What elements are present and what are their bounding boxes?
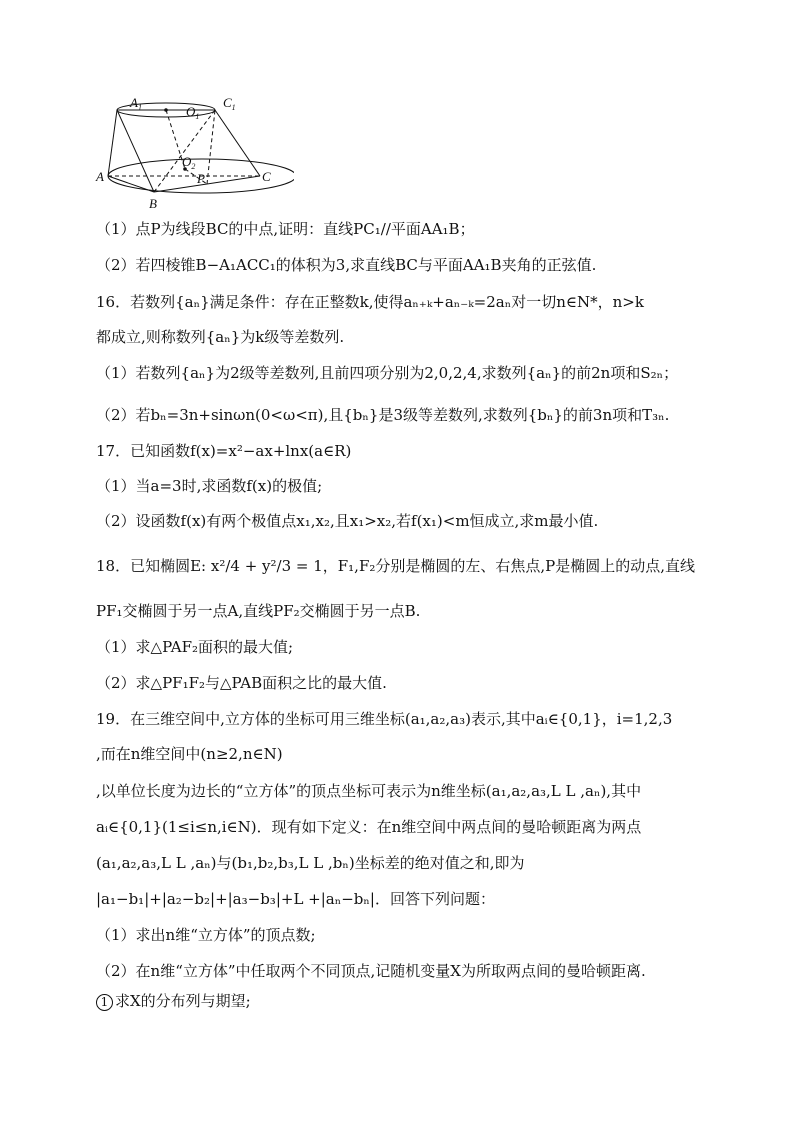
label-B: B xyxy=(149,196,157,211)
q16-stem-line2: 都成立,则称数列{aₙ}为k级等差数列. xyxy=(96,328,345,346)
q15-part1 xyxy=(96,218,475,240)
q19-line1: 19．在三维空间中,立方体的坐标可用三维坐标(a₁,a₂,a₃)表示,其中aᵢ∈{0,1}，i=1,2,3 xyxy=(96,710,673,728)
label-O1: $O_1$ xyxy=(186,104,200,121)
q18-part2: （2）求△PF₁F₂与△PAB面积之比的最大值. xyxy=(96,674,387,692)
point-O1 xyxy=(164,108,168,112)
q19-line5: (a₁,a₂,a₃,L L ,aₙ)与(b₁,b₂,b₃,L L ,bₙ)坐标差的绝对值之和,即为 xyxy=(96,854,525,872)
label-A: A xyxy=(96,169,104,184)
q19-subpart1: 1 求X的分布列与期望; xyxy=(96,990,251,1012)
dash-BC1 xyxy=(154,110,215,192)
label-O2: $O_2$ xyxy=(182,154,196,171)
q16-stem-line1: 16．若数列{aₙ}满足条件：存在正整数k,使得aₙ₊ₖ+aₙ₋ₖ=2aₙ对一切n∈N*，n>k xyxy=(96,293,644,311)
edge-AA1 xyxy=(108,110,117,176)
q15-p2-text: （2）若四棱锥B−A₁ACC₁的体积为3,求直线BC与平面AA₁B夹角的正弦值. xyxy=(96,256,597,274)
q16-part1: （1）若数列{aₙ}为2级等差数列,且前四项分别为2,0,2,4,求数列{aₙ}的前2n项和S₂ₙ； xyxy=(96,364,679,382)
q15-part2 xyxy=(96,254,596,276)
edge-CC1 xyxy=(215,110,260,176)
frustum-figure xyxy=(94,92,294,212)
q19-line2: ,而在n维空间中(n≥2,n∈N) xyxy=(96,745,283,763)
edge-A1B xyxy=(117,110,154,192)
q19-line6: |a₁−b₁|+|a₂−b₂|+|a₃−b₃|+L +|aₙ−bₙ|．回答下列问题： xyxy=(96,890,495,908)
label-C: C xyxy=(262,169,271,184)
q19-line3: ,以单位长度为边长的“立方体”的顶点坐标可表示为n维坐标(a₁,a₂,a₃,L L ,aₙ),其中 xyxy=(96,782,642,800)
edge-AB xyxy=(108,176,154,192)
q16-part2: （2）若bₙ=3n+sinωn(0<ω<π),且{bₙ}是3级等差数列,求数列{bₙ}的前3n项和T₃ₙ. xyxy=(96,406,670,424)
label-A1: $A_1$ xyxy=(130,95,142,112)
q17-part1: （1）当a=3时,求函数f(x)的极值; xyxy=(96,477,323,495)
q17-stem: 17．已知函数f(x)=x²−ax+lnx(a∈R) xyxy=(96,442,352,460)
label-P: P xyxy=(197,171,205,186)
q18-stem-line2: PF₁交椭圆于另一点A,直线PF₂交椭圆于另一点B. xyxy=(96,602,421,620)
q19-part1: （1）求出n维“立方体”的顶点数; xyxy=(96,926,316,944)
q15-p1-text: （1）点P为线段BC的中点,证明：直线PC₁//平面AA₁B； xyxy=(96,220,475,238)
q19-line4: aᵢ∈{0,1}(1≤i≤n,i∈N)．现有如下定义：在n维空间中两点间的曼哈顿距离为两点 xyxy=(96,818,642,836)
q18-stem-line1: 18．已知椭圆E: x²/4 + y²/3 = 1，F₁,F₂分别是椭圆的左、右焦点,P是椭圆上的动点,直线 xyxy=(96,557,696,575)
circled-number-1: 1 xyxy=(96,994,113,1011)
q17-part2: （2）设函数f(x)有两个极值点x₁,x₂,且x₁>x₂,若f(x₁)<m恒成立,求m最小值. xyxy=(96,512,599,530)
q18-part1: （1）求△PAF₂面积的最大值; xyxy=(96,638,294,656)
label-C1: $C_1$ xyxy=(223,95,236,112)
q19-part2: （2）在n维“立方体”中任取两个不同顶点,记随机变量X为所取两点间的曼哈顿距离. xyxy=(96,962,646,980)
dash-PC1 xyxy=(207,110,215,184)
